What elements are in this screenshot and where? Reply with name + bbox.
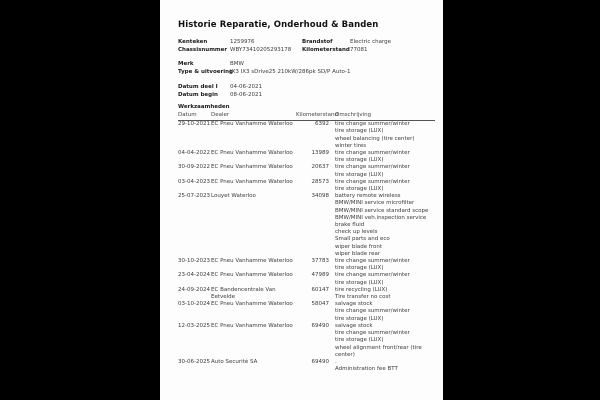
description-line: wiper blade rear	[335, 250, 381, 257]
row-datum: 30-06-2025	[178, 358, 210, 365]
description-line: Small parts and eco	[335, 236, 390, 243]
row-omschrijving	[335, 121, 435, 150]
row-kilometers: 47989	[311, 272, 329, 279]
description-line: wheel alignment front/rear (tire center)	[335, 344, 422, 358]
description-line: tire recycling (LUX)	[335, 286, 388, 293]
row-dealer: EC Bandencentrale Van Eetvelde	[211, 286, 276, 301]
work-history-table	[178, 112, 435, 373]
table-row	[178, 301, 435, 323]
description-line: BMW/MINI service standard scope	[335, 207, 429, 214]
description-line: Tire transfer no cost	[335, 294, 391, 301]
row-datum: 25-07-2023	[178, 193, 210, 200]
row-datum: 04-04-2022	[178, 150, 210, 157]
description-line: .	[335, 358, 337, 365]
row-omschrijving	[335, 272, 435, 286]
row-omschrijving	[335, 164, 435, 178]
merk-label: Merk	[178, 61, 194, 67]
description-line: tire storage (LUX)	[335, 157, 384, 164]
table-row	[178, 323, 435, 359]
row-kilometers: 28573	[311, 178, 329, 185]
row-dealer: EC Pneu Vanhamme Waterloo	[211, 301, 293, 308]
type-value: IX3 IX3 sDrive25 210kW/286pk SD/P Auto-1	[230, 69, 351, 75]
row-dealer: EC Pneu Vanhamme Waterloo	[211, 164, 293, 171]
row-datum: 30-10-2023	[178, 258, 210, 265]
description-line: tire storage (LUX)	[335, 128, 384, 135]
description-line: winter tires	[335, 142, 367, 149]
row-dealer: EC Pneu Vanhamme Waterloo	[211, 258, 293, 265]
description-line: check up levels	[335, 229, 378, 236]
row-dealer: EC Pneu Vanhamme Waterloo	[211, 150, 293, 157]
description-line: tire change summer/winter	[335, 164, 410, 171]
row-omschrijving	[335, 193, 435, 258]
description-line: tire change summer/winter	[335, 272, 410, 279]
row-dealer: Louyet Waterloo	[211, 193, 256, 200]
werkzaamheden-heading: Werkzaamheden	[178, 104, 230, 110]
header-kilometerstand: Kilometerstand	[296, 112, 338, 118]
row-omschrijving	[335, 323, 435, 359]
row-kilometers: 13989	[311, 150, 329, 157]
row-dealer: EC Pneu Vanhamme Waterloo	[211, 272, 293, 279]
row-dealer: EC Pneu Vanhamme Waterloo	[211, 322, 293, 329]
row-kilometers: 6392	[315, 121, 329, 128]
description-line: tire storage (LUX)	[335, 186, 384, 193]
description-line: BMW/MINI service microfilter	[335, 200, 415, 207]
description-line: tire storage (LUX)	[335, 171, 384, 178]
description-line: tire change summer/winter	[335, 330, 410, 337]
chassisnummer-label: Chassisnummer	[178, 47, 228, 53]
kilometerstand-label: Kilometerstand	[302, 47, 350, 53]
description-line: wiper blade front	[335, 243, 383, 250]
row-kilometers: 20637	[311, 164, 329, 171]
datum-begin-label: Datum begin	[178, 92, 218, 98]
row-omschrijving	[335, 359, 435, 373]
table-row	[178, 193, 435, 258]
row-kilometers: 69490	[311, 358, 329, 365]
description-line: wheel balancing (tire center)	[335, 135, 415, 142]
row-omschrijving	[335, 301, 435, 323]
table-row	[178, 272, 435, 286]
table-row	[178, 121, 435, 150]
description-line: brake fluid	[335, 222, 365, 229]
description-line: tire storage (LUX)	[335, 337, 384, 344]
datum-deel-label: Datum deel I	[178, 84, 218, 90]
row-kilometers: 60147	[311, 286, 329, 293]
table-row	[178, 179, 435, 193]
row-kilometers: 58047	[311, 301, 329, 308]
table-row	[178, 359, 435, 373]
kilometerstand-value: 77081	[350, 47, 368, 53]
description-line: tire change summer/winter	[335, 121, 410, 128]
header-omschrijving: Omschrijving	[335, 112, 372, 118]
row-dealer: EC Pneu Vanhamme Waterloo	[211, 178, 293, 185]
row-datum: 30-09-2022	[178, 164, 210, 171]
row-dealer: EC Pneu Vanhamme Waterloo	[211, 121, 293, 128]
table-row	[178, 287, 435, 301]
row-datum: 29-10-2021	[178, 121, 210, 128]
description-line: tire change summer/winter	[335, 308, 410, 315]
table-body	[178, 121, 435, 373]
row-omschrijving	[335, 179, 435, 193]
row-omschrijving	[335, 287, 435, 301]
row-datum: 24-09-2024	[178, 286, 210, 293]
description-line: tire storage (LUX)	[335, 315, 384, 322]
description-line: BMW/MINI veh.inspection service	[335, 214, 427, 221]
brandstof-label: Brandstof	[302, 39, 333, 45]
table-row	[178, 258, 435, 272]
datum-begin-value: 08-06-2021	[230, 92, 262, 98]
merk-value: BMW	[230, 61, 244, 67]
description-line: tire change summer/winter	[335, 258, 410, 265]
row-kilometers: 69490	[311, 322, 329, 329]
description-line: Administration fee BTT	[335, 366, 398, 373]
table-header-row	[178, 112, 435, 121]
type-label: Type & uitvoering	[178, 69, 233, 75]
description-line: tire change summer/winter	[335, 150, 410, 157]
kenteken-value: 1259976	[230, 39, 255, 45]
description-line: tire storage (LUX)	[335, 265, 384, 272]
row-kilometers: 37783	[311, 258, 329, 265]
brandstof-value: Electric charge	[350, 39, 392, 45]
page-title: Historie Reparatie, Onderhoud & Banden	[178, 20, 379, 30]
header-datum: Datum	[178, 112, 197, 118]
row-omschrijving	[335, 150, 435, 164]
row-datum: 23-04-2024	[178, 272, 210, 279]
row-datum: 03-04-2023	[178, 178, 210, 185]
chassisnummer-value: WBY73410205293178	[230, 47, 292, 53]
row-omschrijving	[335, 258, 435, 272]
header-dealer: Dealer	[211, 112, 230, 118]
kenteken-label: Kenteken	[178, 39, 208, 45]
description-line: salvage stock	[335, 301, 373, 308]
row-datum: 12-03-2025	[178, 322, 210, 329]
description-line: battery remote wireless	[335, 193, 401, 200]
row-datum: 03-10-2024	[178, 301, 210, 308]
table-row	[178, 164, 435, 178]
report-page	[160, 0, 443, 400]
table-row	[178, 150, 435, 164]
description-line: tire storage (LUX)	[335, 279, 384, 286]
row-kilometers: 34098	[311, 193, 329, 200]
datum-deel-value: 04-06-2021	[230, 84, 262, 90]
row-dealer: Auto Securité SA	[211, 358, 258, 365]
description-line: salvage stock	[335, 322, 373, 329]
description-line: tire change summer/winter	[335, 178, 410, 185]
